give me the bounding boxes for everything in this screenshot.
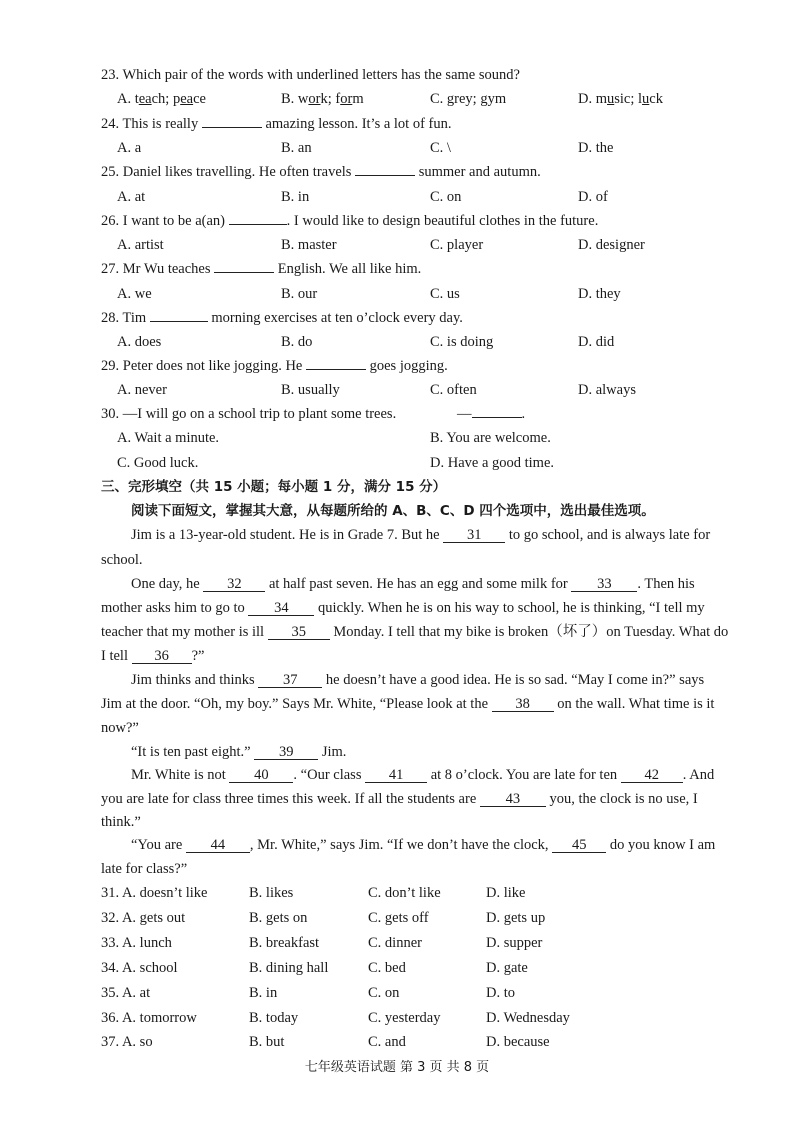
- cloze-option-33b: B. breakfast: [249, 935, 320, 951]
- q26-option-c: C. player: [430, 237, 484, 253]
- cloze-option-36c: C. yesterday: [368, 1010, 441, 1026]
- q26-option-d: D. designer: [578, 237, 645, 253]
- question-27-stem: 27. Mr Wu teaches English. We all like him.: [101, 261, 422, 277]
- q23-option-b: B. work; form: [281, 91, 364, 107]
- cloze-blank-36: 36: [132, 649, 192, 664]
- q25-option-d: D. of: [578, 189, 608, 205]
- cloze-option-36a: 36. A. tomorrow: [101, 1010, 197, 1026]
- cloze-option-31a: 31. A. doesn’t like: [101, 885, 208, 901]
- q23-option-c: C. grey; gym: [430, 91, 507, 107]
- question-30-response: — .: [457, 406, 526, 422]
- cloze-option-31d: D. like: [486, 885, 526, 901]
- q28-option-b: B. do: [281, 334, 313, 350]
- q29-option-a: A. never: [117, 382, 167, 398]
- q29-option-c: C. often: [430, 382, 477, 398]
- answer-blank: [306, 369, 366, 370]
- passage-line: Mr. White is not 40 . “Our class 41 at 8 o’clock. You are late for ten 42 . And: [131, 767, 715, 783]
- cloze-option-37d: D. because: [486, 1034, 550, 1050]
- section-3-title: 三、完形填空（共 15 小题；每小题 1 分，满分 15 分）: [101, 479, 447, 495]
- q24-option-d: D. the: [578, 140, 614, 156]
- question-24-stem: 24. This is really amazing lesson. It’s a lot of fun.: [101, 116, 452, 132]
- q30-option-a: A. Wait a minute.: [117, 430, 220, 446]
- q27-option-d: D. they: [578, 286, 621, 302]
- answer-blank: [202, 127, 262, 128]
- answer-blank: [355, 175, 415, 176]
- q28-option-a: A. does: [117, 334, 162, 350]
- passage-line: now?”: [101, 720, 139, 736]
- question-28-stem: 28. Tim morning exercises at ten o’clock every day.: [101, 310, 463, 326]
- passage-line: “It is ten past eight.” 39 Jim.: [131, 744, 347, 760]
- q25-option-b: B. in: [281, 189, 310, 205]
- q23-option-a: A. teach; peace: [117, 91, 206, 107]
- q29-option-b: B. usually: [281, 382, 340, 398]
- answer-blank: [214, 272, 274, 273]
- cloze-blank-42: 42: [621, 768, 683, 783]
- cloze-option-33d: D. supper: [486, 935, 543, 951]
- q28-option-d: D. did: [578, 334, 615, 350]
- cloze-option-35d: D. to: [486, 985, 515, 1001]
- cloze-option-33c: C. dinner: [368, 935, 422, 951]
- passage-line: “You are 44 , Mr. White,” says Jim. “If we don’t have the clock, 45 do you know I am: [131, 837, 716, 853]
- q25-option-a: A. at: [117, 189, 146, 205]
- cloze-option-34c: C. bed: [368, 960, 406, 976]
- cloze-option-33a: 33. A. lunch: [101, 935, 172, 951]
- cloze-blank-39: 39: [254, 745, 318, 760]
- q30-option-c: C. Good luck.: [117, 455, 199, 471]
- q24-option-b: B. an: [281, 140, 312, 156]
- cloze-blank-43: 43: [480, 792, 546, 807]
- cloze-option-34d: D. gate: [486, 960, 528, 976]
- cloze-option-37c: C. and: [368, 1034, 406, 1050]
- cloze-option-35c: C. on: [368, 985, 400, 1001]
- cloze-option-32d: D. gets up: [486, 910, 546, 926]
- cloze-blank-38: 38: [492, 697, 554, 712]
- passage-line: you are late for class three times this week. If all the students are 43 you, the clock is no use, I: [101, 791, 698, 807]
- cloze-option-31c: C. don’t like: [368, 885, 441, 901]
- q24-option-c: C. \: [430, 140, 451, 156]
- cloze-option-36b: B. today: [249, 1010, 299, 1026]
- q25-option-c: C. on: [430, 189, 462, 205]
- cloze-option-31b: B. likes: [249, 885, 294, 901]
- cloze-blank-40: 40: [229, 768, 293, 783]
- passage-line: teacher that my mother is ill 35 Monday. I tell that my bike is broken（坏了）on Tuesday. What do: [101, 624, 729, 640]
- q27-option-a: A. we: [117, 286, 152, 302]
- cloze-option-35a: 35. A. at: [101, 985, 151, 1001]
- passage-line: Jim thinks and thinks 37 he doesn’t have a good idea. He is so sad. “May I come in?” says: [131, 672, 705, 688]
- passage-line: late for class?”: [101, 861, 188, 877]
- q29-option-d: D. always: [578, 382, 636, 398]
- cloze-blank-44: 44: [186, 838, 250, 853]
- cloze-option-34b: B. dining hall: [249, 960, 329, 976]
- cloze-blank-32: 32: [203, 577, 265, 592]
- cloze-blank-31: 31: [443, 528, 505, 543]
- question-25-stem: 25. Daniel likes travelling. He often travels summer and autumn.: [101, 164, 541, 180]
- passage-line: school.: [101, 552, 143, 568]
- passage-line: One day, he 32 at half past seven. He has an egg and some milk for 33 . Then his: [131, 576, 695, 592]
- q23-option-d: D. music; luck: [578, 91, 663, 107]
- cloze-option-35b: B. in: [249, 985, 278, 1001]
- cloze-option-34a: 34. A. school: [101, 960, 178, 976]
- cloze-blank-41: 41: [365, 768, 427, 783]
- question-23-stem: 23. Which pair of the words with underlined letters has the same sound?: [101, 67, 520, 83]
- answer-blank: [472, 417, 522, 418]
- question-29-stem: 29. Peter does not like jogging. He goes jogging.: [101, 358, 448, 374]
- q27-option-b: B. our: [281, 286, 318, 302]
- q30-option-d: D. Have a good time.: [430, 455, 555, 471]
- cloze-option-32b: B. gets on: [249, 910, 308, 926]
- page-footer: 七年级英语试题 第 3 页 共 8 页: [304, 1060, 490, 1075]
- cloze-option-37b: B. but: [249, 1034, 285, 1050]
- passage-line: Jim is a 13-year-old student. He is in Grade 7. But he 31 to go school, and is always late for: [131, 527, 711, 543]
- question-30-stem: 30. —I will go on a school trip to plant some trees.: [101, 406, 397, 422]
- cloze-option-32c: C. gets off: [368, 910, 429, 926]
- section-3-instruction: 阅读下面短文，掌握其大意，从每题所给的 A、B、C、D 四个选项中，选出最佳选项。: [131, 503, 655, 519]
- cloze-blank-33: 33: [571, 577, 637, 592]
- cloze-blank-35: 35: [268, 625, 330, 640]
- cloze-blank-45: 45: [552, 838, 606, 853]
- cloze-option-37a: 37. A. so: [101, 1034, 153, 1050]
- cloze-blank-34: 34: [248, 601, 314, 616]
- q26-option-b: B. master: [281, 237, 337, 253]
- q28-option-c: C. is doing: [430, 334, 494, 350]
- answer-blank: [150, 321, 208, 322]
- question-26-stem: 26. I want to be a(an) . I would like to design beautiful clothes in the future.: [101, 213, 599, 229]
- passage-line: I tell 36 ?”: [101, 648, 205, 664]
- q27-option-c: C. us: [430, 286, 460, 302]
- q30-option-b: B. You are welcome.: [430, 430, 551, 446]
- passage-line: Jim at the door. “Oh, my boy.” Says Mr. White, “Please look at the 38 on the wall. What time is it: [101, 696, 715, 712]
- cloze-blank-37: 37: [258, 673, 322, 688]
- answer-blank: [229, 224, 287, 225]
- cloze-option-36d: D. Wednesday: [486, 1010, 570, 1026]
- passage-line: mother asks him to go to 34 quickly. When he is on his way to school, he is thinking, “I tell my: [101, 600, 705, 616]
- passage-line: think.”: [101, 814, 141, 830]
- cloze-option-32a: 32. A. gets out: [101, 910, 186, 926]
- q24-option-a: A. a: [117, 140, 142, 156]
- q26-option-a: A. artist: [117, 237, 164, 253]
